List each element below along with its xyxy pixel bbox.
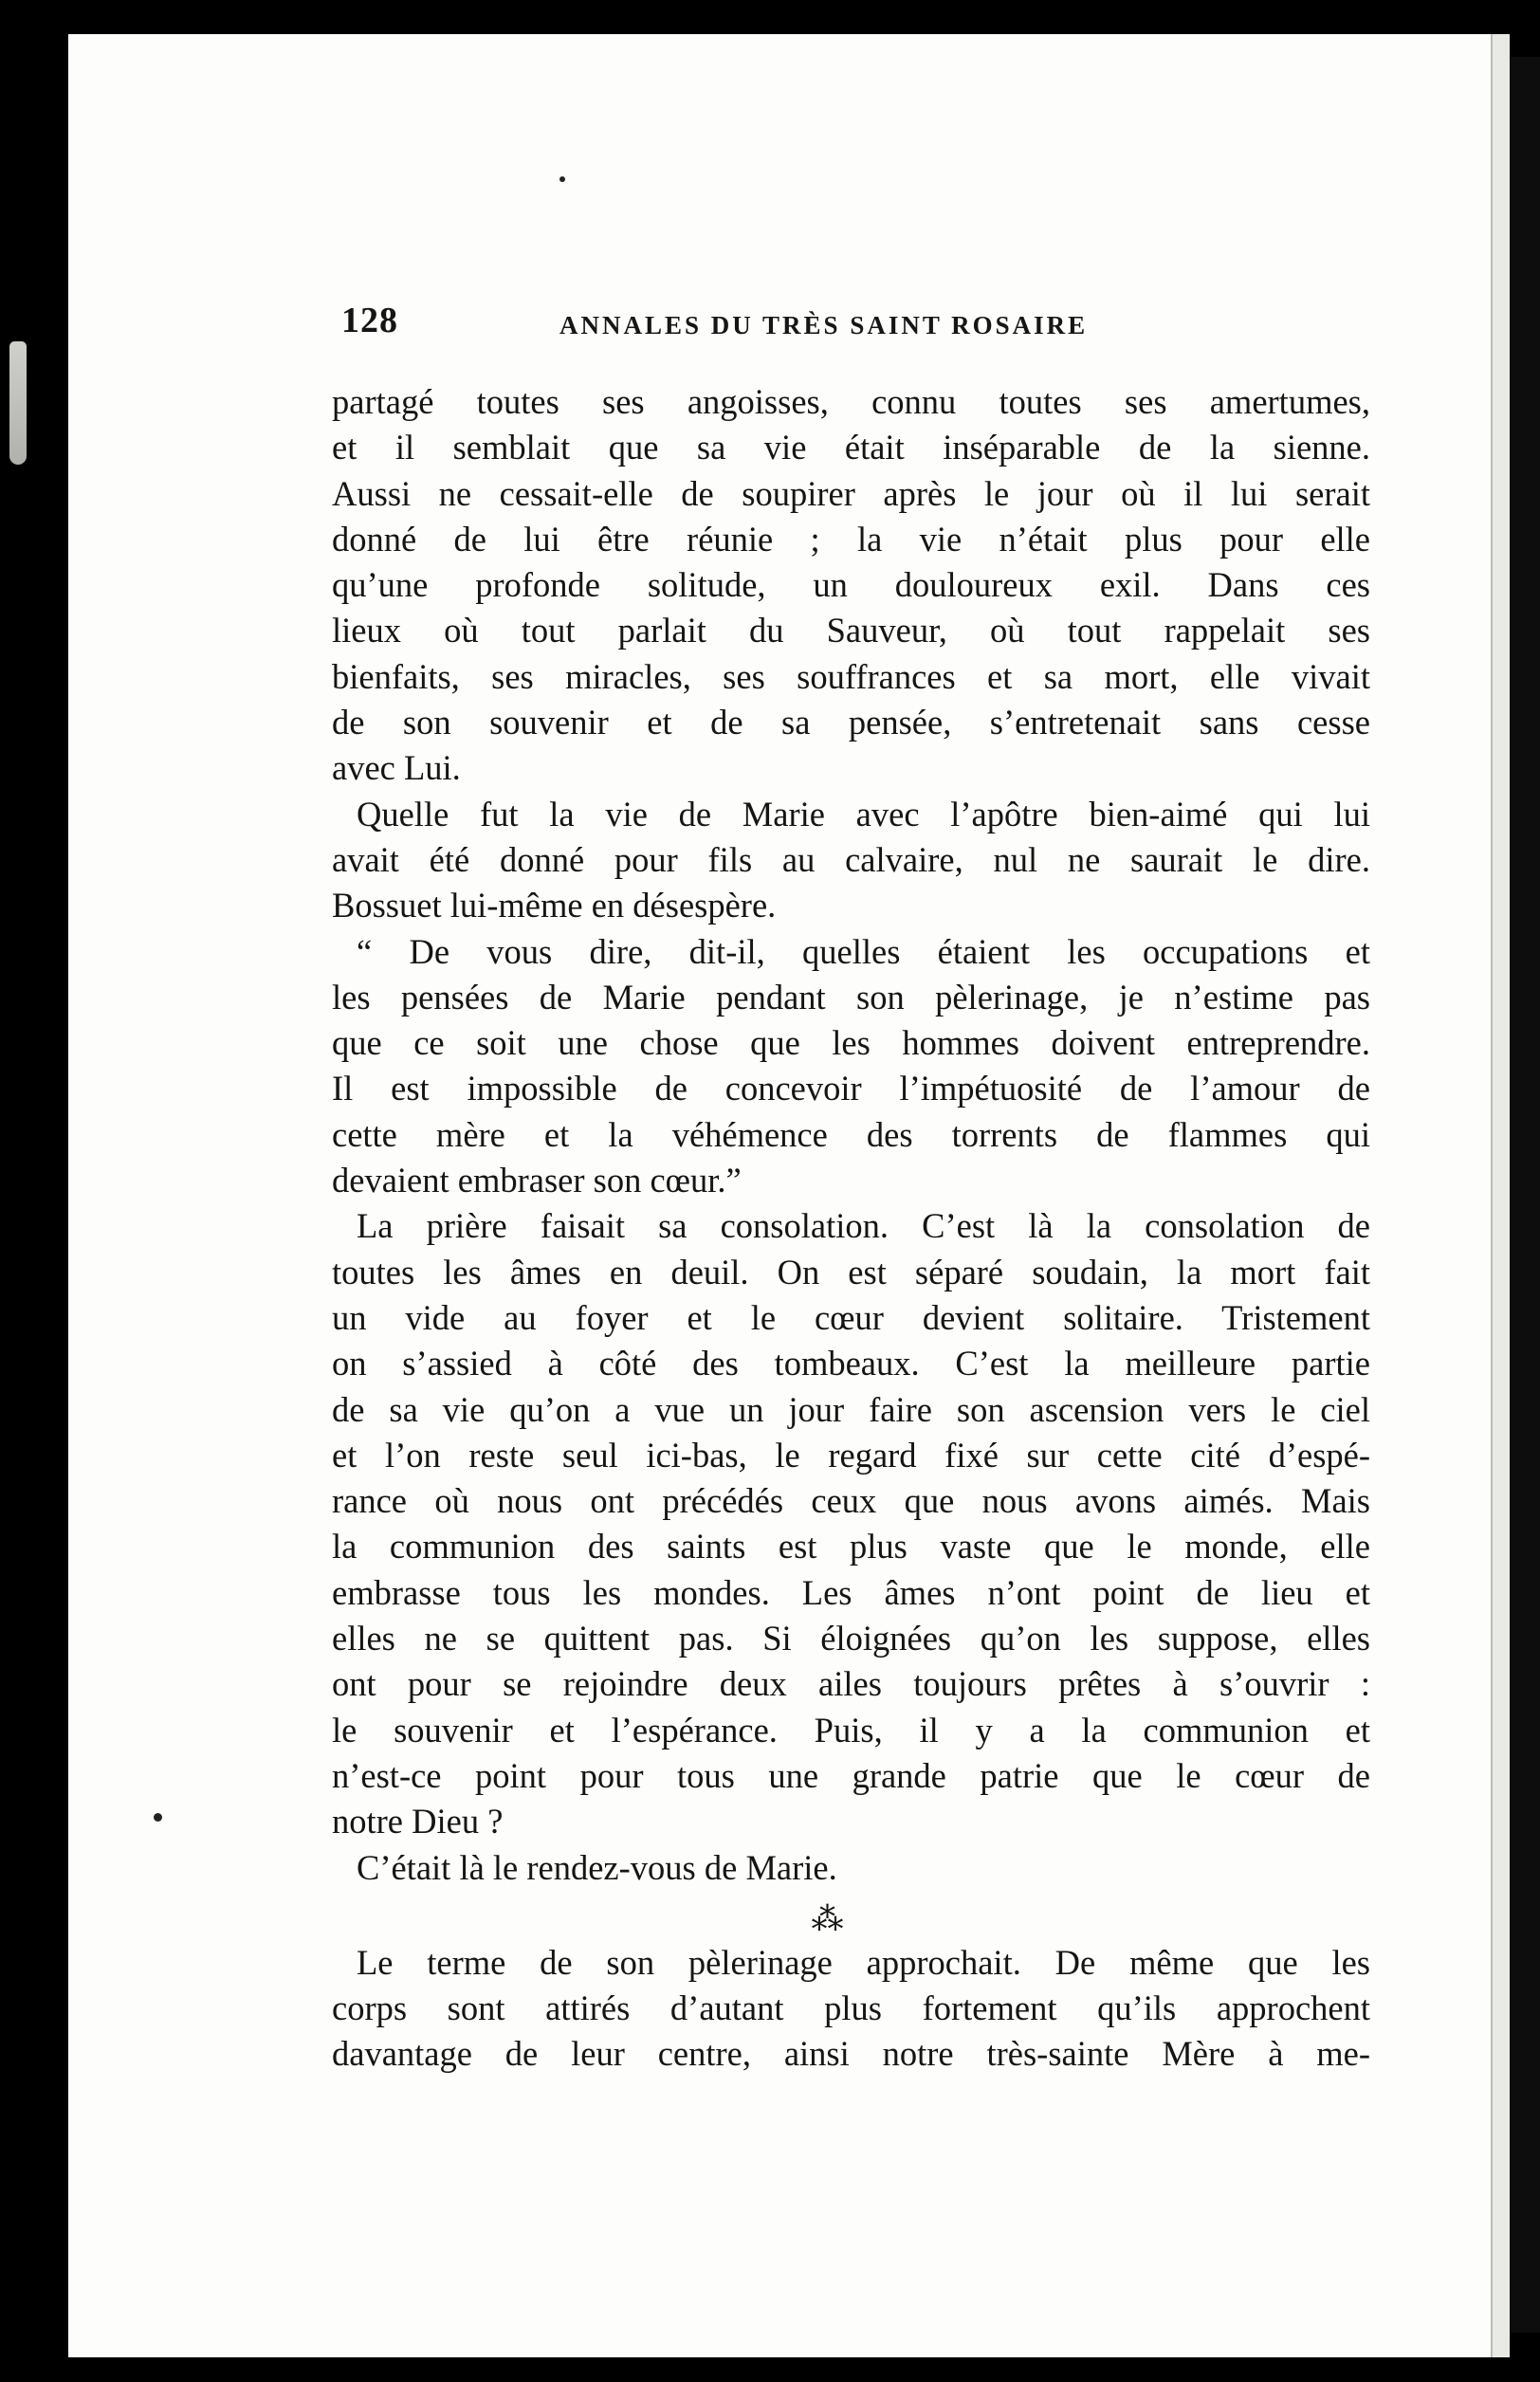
text-line: Quelle fut la vie de Marie avec l’apôtre bien-aimé qui lui — [357, 794, 1370, 834]
text-line: bienfaits, ses miracles, ses souffrances et sa mort, elle vivait — [332, 656, 1370, 696]
asterism-separator: ⁂ — [811, 1901, 844, 1937]
adjacent-page-edge — [1510, 57, 1540, 2333]
text-line: que ce soit une chose que les hommes doivent entreprendre. — [332, 1023, 1370, 1063]
text-line: ont pour se rejoindre deux ailes toujours prêtes à s’ouvrir : — [332, 1664, 1370, 1704]
text-line: le souvenir et l’espérance. Puis, il y a la communion et — [332, 1710, 1370, 1750]
text-line: donné de lui être réunie ; la vie n’était plus pour elle — [332, 519, 1370, 559]
text-line: de sa vie qu’on a vue un jour faire son ascension vers le ciel — [332, 1389, 1370, 1429]
text-line: embrasse tous les mondes. Les âmes n’ont point de lieu et — [332, 1572, 1370, 1612]
text-line: de son souvenir et de sa pensée, s’entretenait sans cesse — [332, 703, 1370, 742]
text-line: La prière faisait sa consolation. C’est là la consolation de — [357, 1206, 1370, 1246]
margin-speck — [559, 176, 565, 182]
page-edge — [1491, 34, 1510, 2357]
text-line: rance où nous ont précédés ceux que nous avons aimés. Mais — [332, 1481, 1370, 1521]
text-line: partagé toutes ses angoisses, connu toutes ses amertumes, — [332, 382, 1370, 421]
text-line: qu’une profonde solitude, un douloureux exil. Dans ces — [332, 565, 1370, 605]
text-line: les pensées de Marie pendant son pèlerinage, je n’estime pas — [332, 977, 1370, 1017]
text-line: C’était là le rendez-vous de Marie. — [357, 1847, 837, 1887]
text-line: et l’on reste seul ici-bas, le regard fixé sur cette cité d’espé- — [332, 1435, 1370, 1475]
running-header — [341, 300, 1384, 347]
page-number: 128 — [341, 301, 398, 340]
text-line: notre Dieu ? — [332, 1802, 504, 1841]
text-line: corps sont attirés d’autant plus fortement qu’ils approchent — [332, 1988, 1370, 2028]
text-line: elles ne se quittent pas. Si éloignées qu’on les suppose, elles — [332, 1619, 1370, 1658]
text-line: Bossuet lui-même en désespère. — [332, 886, 777, 925]
text-line: n’est-ce point pour tous une grande patrie que le cœur de — [332, 1755, 1370, 1795]
running-title: ANNALES DU TRÈS SAINT ROSAIRE — [559, 311, 1089, 339]
text-line: avec Lui. — [332, 748, 461, 788]
scan-artifact — [9, 341, 27, 465]
text-line: toutes les âmes en deuil. On est séparé soudain, la mort fait — [332, 1252, 1370, 1292]
text-line: et il semblait que sa vie était inséparable de la sienne. — [332, 428, 1370, 467]
text-line: la communion des saints est plus vaste que le monde, elle — [332, 1527, 1370, 1567]
text-line: lieux où tout parlait du Sauveur, où tout rappelait ses — [332, 611, 1370, 650]
text-line: devaient embraser son cœur.” — [332, 1161, 742, 1200]
text-line: Aussi ne cessait-elle de soupirer après le jour où il lui serait — [332, 473, 1370, 513]
text-line: Le terme de son pèlerinage approchait. De même que les — [357, 1942, 1370, 1982]
text-line: “ De vous dire, dit-il, quelles étaient les occupations et — [357, 931, 1370, 971]
margin-speck — [154, 1813, 162, 1822]
text-line: cette mère et la véhémence des torrents de flammes qui — [332, 1114, 1370, 1154]
body-text — [332, 379, 1370, 2078]
text-line: un vide au foyer et le cœur devient solitaire. Tristement — [332, 1297, 1370, 1337]
text-line: on s’assied à côté des tombeaux. C’est la meilleure partie — [332, 1344, 1370, 1383]
text-line: Il est impossible de concevoir l’impétuosité de l’amour de — [332, 1069, 1370, 1109]
text-line: avait été donné pour fils au calvaire, nul ne saurait le dire. — [332, 839, 1370, 879]
text-line: davantage de leur centre, ainsi notre très-sainte Mère à me- — [332, 2034, 1370, 2074]
